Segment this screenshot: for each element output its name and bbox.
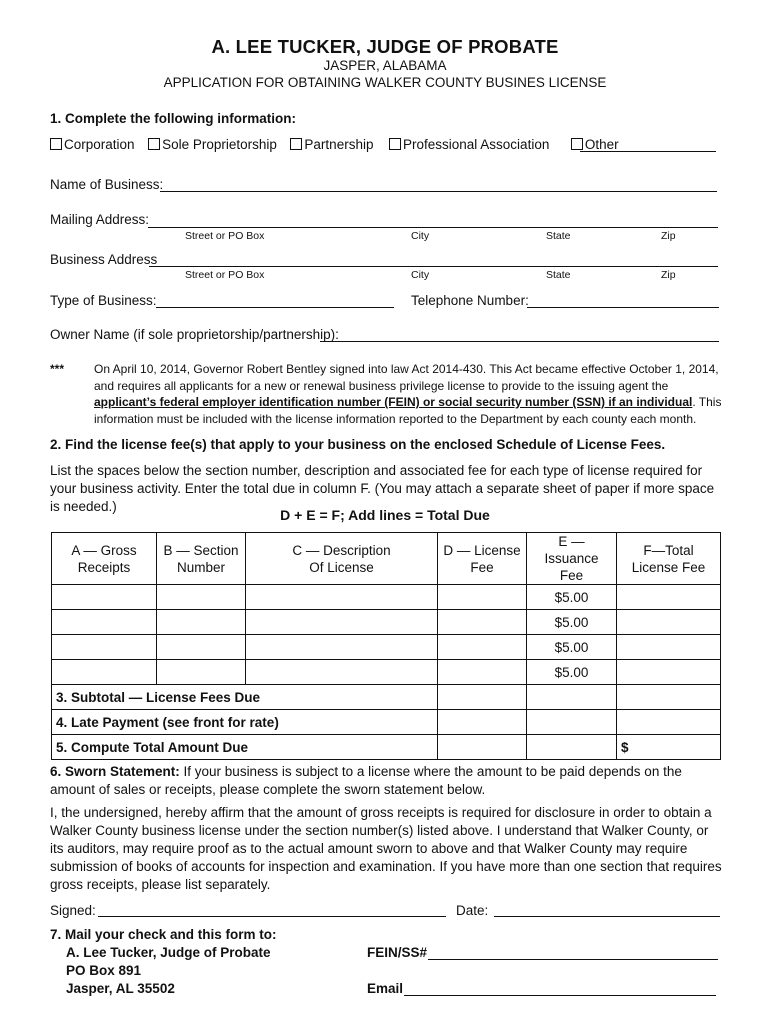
subtotal-license-cell[interactable] — [438, 685, 527, 710]
fee-formula: D + E = F; Add lines = Total Due — [280, 507, 490, 523]
mailing-address-label: Mailing Address: — [50, 212, 150, 227]
corporation-option[interactable]: Corporation — [50, 137, 135, 152]
license-fee-cell[interactable] — [438, 610, 527, 635]
fein-input[interactable] — [428, 959, 718, 960]
col-a-header: A — Gross Receipts — [52, 533, 157, 585]
mail-address-name: A. Lee Tucker, Judge of Probate — [66, 945, 271, 960]
mailing-state-caption: State — [546, 230, 571, 242]
late-issuance-cell[interactable] — [527, 710, 617, 735]
compute-total-label: 5. Compute Total Amount Due — [52, 735, 438, 760]
section-number-cell[interactable] — [157, 585, 246, 610]
section2-instructions: List the spaces below the section number, description and associated fee for each type of license required for your business activity. Enter the total due in column F. (You may attach a separate sheet of paper if more space is needed.) — [50, 463, 715, 514]
checkbox-icon[interactable] — [571, 138, 583, 150]
form-title: APPLICATION FOR OBTAINING WALKER COUNTY BUSINES LICENSE — [163, 75, 607, 90]
other-input[interactable] — [580, 151, 716, 152]
checkbox-icon[interactable] — [50, 138, 62, 150]
mailing-zip-caption: Zip — [661, 230, 676, 242]
col-b-header: B — Section Number — [157, 533, 246, 585]
section6-heading: 6. Sworn Statement: — [50, 764, 180, 779]
section-number-cell[interactable] — [157, 635, 246, 660]
mailing-address-input[interactable] — [148, 227, 718, 228]
email-label: Email — [367, 981, 404, 996]
gross-receipts-cell[interactable] — [52, 585, 157, 610]
professional-association-option[interactable]: Professional Association — [389, 137, 549, 152]
total-amount-cell[interactable]: $ — [617, 735, 721, 760]
telephone-label: Telephone Number: — [411, 293, 529, 308]
date-label: Date: — [456, 903, 489, 918]
license-fee-cell[interactable] — [438, 660, 527, 685]
checkbox-icon[interactable] — [389, 138, 401, 150]
late-license-cell[interactable] — [438, 710, 527, 735]
signature-input[interactable] — [98, 916, 446, 917]
subtotal-total-cell[interactable] — [617, 685, 721, 710]
section-number-cell[interactable] — [157, 660, 246, 685]
entity-type-row — [50, 137, 619, 152]
type-of-business-label: Type of Business: — [50, 293, 157, 308]
business-street-caption: Street or PO Box — [185, 269, 265, 281]
table-row — [52, 635, 721, 660]
gross-receipts-cell[interactable] — [52, 660, 157, 685]
total-row — [52, 735, 721, 760]
description-cell[interactable] — [246, 610, 438, 635]
email-input[interactable] — [404, 995, 716, 996]
gross-receipts-cell[interactable] — [52, 610, 157, 635]
subtotal-row — [52, 685, 721, 710]
gross-receipts-cell[interactable] — [52, 635, 157, 660]
sworn-statement-text: I, the undersigned, hereby affirm that the amount of gross receipts is required for disclosure in order to obtain a Walker County business license under the section number(s) listed above. I understand that Walker County, or its auditors, may require proof as to the actual amount sworn to above and that Walker County may require submission of books of accounts for inspection and examination. If you have more than one section that requires gross receipts, please list separately. — [50, 805, 722, 892]
section-number-cell[interactable] — [157, 610, 246, 635]
checkbox-icon[interactable] — [148, 138, 160, 150]
col-d-header: D — License Fee — [438, 533, 527, 585]
mailing-street-caption: Street or PO Box — [185, 230, 265, 242]
telephone-input[interactable] — [527, 307, 719, 308]
table-header-row — [52, 533, 721, 585]
section7-heading: 7. Mail your check and this form to: — [50, 927, 277, 942]
business-address-input[interactable] — [149, 266, 718, 267]
business-zip-caption: Zip — [661, 269, 676, 281]
page-title: A. LEE TUCKER, JUDGE OF PROBATE — [211, 36, 559, 57]
business-city-caption: City — [411, 269, 430, 281]
late-payment-label: 4. Late Payment (see front for rate) — [52, 710, 438, 735]
total-fee-cell[interactable] — [617, 660, 721, 685]
mailing-city-caption: City — [411, 230, 430, 242]
signed-label: Signed: — [50, 903, 96, 918]
col-c-header: C — Description Of License — [246, 533, 438, 585]
owner-name-input[interactable] — [320, 341, 719, 342]
late-payment-row — [52, 710, 721, 735]
fein-ssn-requirement: applicant’s federal employer identification number (FEIN) or social security number (SSN) if an individual — [94, 395, 693, 409]
sole-proprietorship-option[interactable]: Sole Proprietorship — [148, 137, 277, 152]
mail-address-box: PO Box 891 — [66, 963, 142, 978]
issuance-fee-cell: $5.00 — [527, 635, 617, 660]
license-fee-cell[interactable] — [438, 635, 527, 660]
late-total-cell[interactable] — [617, 710, 721, 735]
section2-heading: 2. Find the license fee(s) that apply to your business on the enclosed Schedule of License Fees. — [50, 437, 666, 452]
fee-table — [51, 532, 721, 760]
issuance-fee-cell: $5.00 — [527, 610, 617, 635]
total-fee-cell[interactable] — [617, 610, 721, 635]
license-fee-cell[interactable] — [438, 585, 527, 610]
owner-name-label: Owner Name (if sole proprietorship/partnership): — [50, 327, 339, 342]
issuance-fee-cell: $5.00 — [527, 585, 617, 610]
total-issuance-cell[interactable] — [527, 735, 617, 760]
fein-label: FEIN/SS# — [367, 945, 428, 960]
total-fee-cell[interactable] — [617, 635, 721, 660]
name-of-business-label: Name of Business: — [50, 177, 164, 192]
table-row — [52, 610, 721, 635]
sworn-statement-intro: 6. Sworn Statement: If your business is subject to a license where the amount to be paid depends on the amount of sales or receipts, please complete the sworn statement below. — [50, 764, 682, 797]
description-cell[interactable] — [246, 660, 438, 685]
subtotal-issuance-cell[interactable] — [527, 685, 617, 710]
table-row — [52, 660, 721, 685]
col-e-header: E — Issuance Fee — [527, 533, 617, 585]
law-note: On April 10, 2014, Governor Robert Bentley signed into law Act 2014-430. This Act became effective October 1, 2014, and requires all applicants for a new or renewal business privilege license to provide to the issuing agent the applicant’s federal employer identification number (FEIN) or social security number (SSN) if an individual. This information must be included with the license information reported to the Department by each county each month. — [94, 362, 722, 426]
type-of-business-input[interactable] — [156, 307, 394, 308]
city-subtitle: JASPER, ALABAMA — [323, 58, 447, 73]
business-address-label: Business Address — [50, 252, 158, 267]
description-cell[interactable] — [246, 635, 438, 660]
section1-heading: 1. Complete the following information: — [50, 111, 296, 126]
business-state-caption: State — [546, 269, 571, 281]
note-marker: *** — [50, 362, 65, 376]
total-license-cell[interactable] — [438, 735, 527, 760]
checkbox-icon[interactable] — [290, 138, 302, 150]
date-input[interactable] — [494, 916, 720, 917]
issuance-fee-cell: $5.00 — [527, 660, 617, 685]
subtotal-label: 3. Subtotal — License Fees Due — [52, 685, 438, 710]
total-fee-cell[interactable] — [617, 585, 721, 610]
description-cell[interactable] — [246, 585, 438, 610]
other-option[interactable]: Other — [571, 137, 619, 152]
partnership-option[interactable]: Partnership — [290, 137, 373, 152]
col-f-header: F—Total License Fee — [617, 533, 721, 585]
mail-address-city: Jasper, AL 35502 — [66, 981, 175, 996]
name-of-business-input[interactable] — [160, 191, 717, 192]
table-row — [52, 585, 721, 610]
